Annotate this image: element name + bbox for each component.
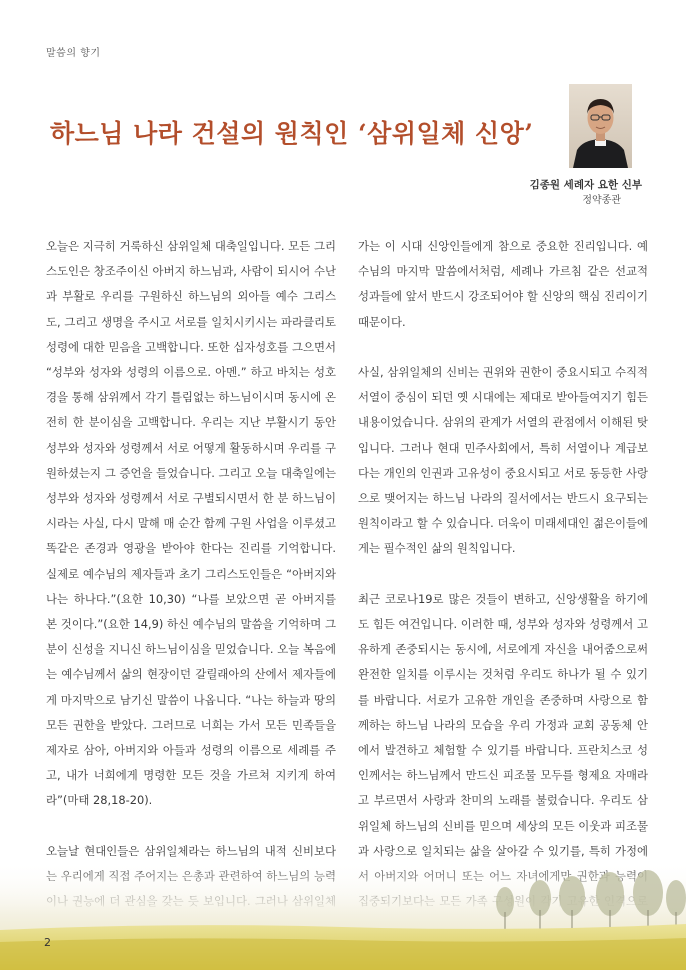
page-number: 2 bbox=[44, 936, 51, 949]
author-name: 김종원 세례자 요한 신부 bbox=[529, 179, 642, 191]
author-role: 정약종관 bbox=[582, 195, 621, 206]
article-title: 하느님 나라 건설의 원칙인 ‘삼위일체 신앙’ bbox=[50, 119, 534, 148]
section-label: 말씀의 향기 bbox=[46, 48, 101, 59]
left-column bbox=[46, 234, 336, 940]
paragraph-text: 최근 코로나19로 많은 것들이 변하고, 신앙생활을 하기에도 힘든 여건입니다. 이러한 때, 성부와 성자와 성령께서 고유하게 존중되시는 동시에, 서로에게 자신을 내어줌으로써 완전한 일치를 이루시는 것처럼 우리도 하나가 될 수 있기를 바랍니다. 서로가 고유한 개인을 존중하며 사랑으로 함께하는 하느님 나라의 모습을 우리 가정과 교회 공동체 안에서 발견하고 체험할 수 있기를 바랍니다. 프란치스코 성인께서는 하느님께서 만드신 피조물 모두를 형제요 자매라고 부르면서 사랑과 찬미의 노래를 불렀습니다. 우리도 삼위일체 하느님의 신비를 믿으며 세상의 모든 이웃과 피조물과 사랑으로 일치되는 삶을 살아갈 수 있기를, 특히 가정에 bbox=[358, 591, 648, 858]
paragraph: 가는 이 시대 신앙인들에게 참으로 중요한 진리입니다. 예수님의 마지막 말씀에서처럼, 세례나 가르침 같은 선교적 성과들에 앞서 반드시 강조되어야 할 신앙의 핵심 진리이기 때문이다. bbox=[358, 239, 648, 329]
author-portrait bbox=[569, 84, 632, 168]
right-column bbox=[358, 234, 648, 965]
paragraph: 사실, 삼위일체의 신비는 권위와 권한이 중요시되고 수직적 서열이 중심이 되던 옛 시대에는 제대로 받아들여지기 힘든 내용이었습니다. 삼위의 관계가 서열의 관점에서 이해된 탓입니다. 그러나 현대 민주사회에서, 특히 서열이나 계급보다는 개인의 인권과 고유성이 중요시되고 서로 동등한 사랑으로 맺어지는 하느님 나라의 질서에서는 반드시 요구되는 원칙이라고 할 수 있습니다. 더욱이 미래세대인 젊은이들에게는 필수적인 삶의 원칙입니다. bbox=[358, 365, 648, 556]
field-illustration bbox=[0, 860, 686, 970]
paragraph: 오늘은 지극히 거룩하신 삼위일체 대축일입니다. 모든 그리스도인은 창조주이신 아버지 하느님과, 사람이 되시어 수난과 부활로 우리를 구원하신 하느님의 외아들 예수 그리스도, 그리고 생명을 주시고 서로를 일치시키시는 파라클리토 성령에 대한 믿음을 고백합니다. 또한 십자성호를 그으면서 “성부와 성자와 성령의 이름으로. 아멘.” 하고 바치는 성호경을 통해 삼위께서 각기 틀림없는 하느님이시며 동시에 온전히 한 분이심을 고백합니다. 우리는 지난 부활시기 동안 성부와 성자와 성령께서 서로 어떻게 활동하시며 우리를 구원하셨는지 그 증언을 들었습니다. 그리고 오늘 대축일에는 성부와 성자와 성령께서 서로 구별되시면서 한 분 하느님이시라는 사실, 다시 말해 매 순간 함께 구원 사업을 이루셨고 똑같은 존경과 영광을 받아야 한다는 진리를 기억합니다. 실제로 예수님의 제자들과 초기 그리스도인들은 “아버지와 나는 하나다.”(요한 10,30) “나를 보았으면 곧 아버지를 본 것이다.”(요한 14,9) 하신 예수님의 말씀을 기억하며 그분이 신성을 지니신 하느님이심을 믿었습니다. 오늘 복음에는 예수님께서 삶의 현장이던 갈릴래아의 산에서 제자들에게 마지막으로 남기신 말씀이 나옵니다. “나는 하늘과 땅의 모든 권한을 받았다. 그러므로 너희는 가서 모든 민족들을 제자로 삼아, 아버지와 아들과 성령의 이름으로 세례를 주고, 내가 너희에게 명령한 모든 것을 가르쳐 지키게 하여라”(마태 28,18-20). bbox=[46, 239, 336, 808]
paragraph: 오늘날 현대인들은 삼위일체라는 하느님의 내적 신비보다 bbox=[46, 843, 336, 858]
